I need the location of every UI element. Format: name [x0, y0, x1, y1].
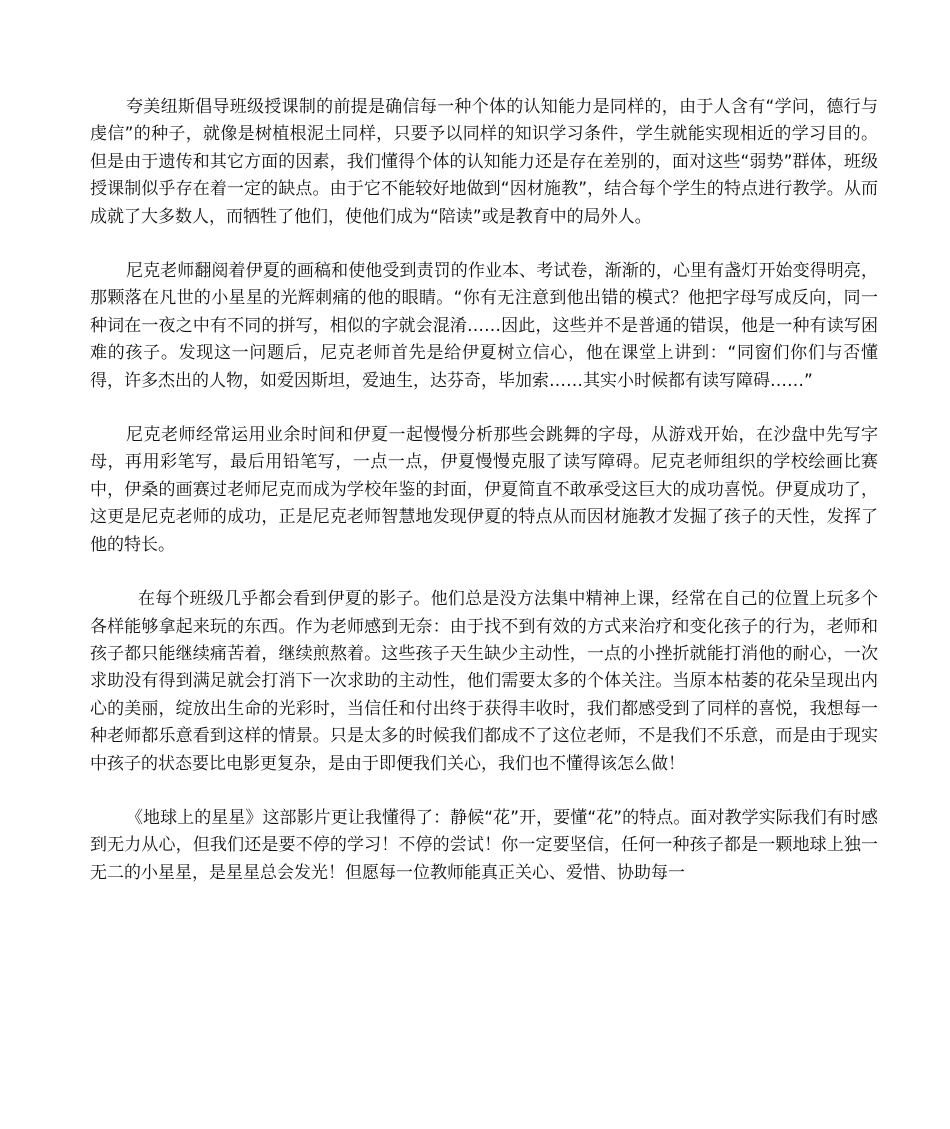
paragraph-4: 在每个班级几乎都会看到伊夏的影子。他们总是没方法集中精神上课，经常在自己的位置上玩多个各样能够拿起来玩的东西。作为老师感到无奈：由于找不到有效的方式来治疗和变化孩子的行为，老师和孩子都只能继续痛苦着，继续煎熬着。这些孩子天生缺少主动性，一点的小挫折就能打消他的耐心，一次求助没有得到满足就会打消下一次求助的主动性，他们需要太多的个体关注。当原本枯萎的花朵呈现出内心的美丽，绽放出生命的光彩时，当信任和付出终于获得丰收时，我们都感受到了同样的喜悦，我想每一种老师都乐意看到这样的情景。只是太多的时候我们都成不了这位老师，不是我们不乐意，而是由于现实中孩子的状态要比电影更复杂，是由于即便我们关心，我们也不懂得该怎么做！	[90, 589, 878, 774]
paragraph-3: 尼克老师经常运用业余时间和伊夏一起慢慢分析那些会跳舞的字母，从游戏开始，在沙盘中先写字母，再用彩笔写，最后用铅笔写，一点一点，伊夏慢慢克服了读写障碍。尼克老师组织的学校绘画比赛中，伊桑的画赛过老师尼克而成为学校年鉴的封面，伊夏简直不敢承受这巨大的成功喜悦。伊夏成功了，这更是尼克老师的成功，正是尼克老师智慧地发现伊夏的特点从而因材施教才发掘了孩子的天性，发挥了他的特长。	[90, 425, 878, 555]
paragraph-2: 尼克老师翻阅着伊夏的画稿和使他受到责罚的作业本、考试卷，渐渐的，心里有盏灯开始变得明亮，那颗落在凡世的小星星的光辉刺痛的他的眼睛。“你有无注意到他出错的模式？他把字母写成反向，同一种词在一夜之中有不同的拼写，相似的字就会混淆……因此，这些并不是普通的错误，他是一种有读写困难的孩子。发现这一问题后，尼克老师首先是给伊夏树立信心，他在课堂上讲到：“同窗们你们与否懂得，许多杰出的人物，如爱因斯坦，爱迪生，达芬奇，毕加索……其实小时候都有读写障碍……”	[90, 261, 878, 391]
paragraph-1: 夸美纽斯倡导班级授课制的前提是确信每一种个体的认知能力是同样的，由于人含有“学问，德行与虔信”的种子，就像是树植根泥土同样，只要予以同样的知识学习条件，学生就能实现相近的学习目的。但是由于遗传和其它方面的因素，我们懂得个体的认知能力还是存在差别的，面对这些“弱势”群体，班级授课制似乎存在着一定的缺点。由于它不能较好地做到“因材施教”，结合每个学生的特点进行教学。从而成就了大多数人，而牺牲了他们，使他们成为“陪读”或是教育中的局外人。	[90, 97, 878, 227]
document-page	[90, 94, 878, 914]
paragraph-5: 《地球上的星星》这部影片更让我懂得了：静候“花”开，要懂“花”的特点。面对教学实际我们有时感到无力从心，但我们还是要不停的学习！不停的尝试！你一定要坚信，任何一种孩子都是一颗地球上独一无二的小星星，是星星总会发光！但愿每一位教师能真正关心、爱惜、协助每一	[90, 807, 878, 883]
